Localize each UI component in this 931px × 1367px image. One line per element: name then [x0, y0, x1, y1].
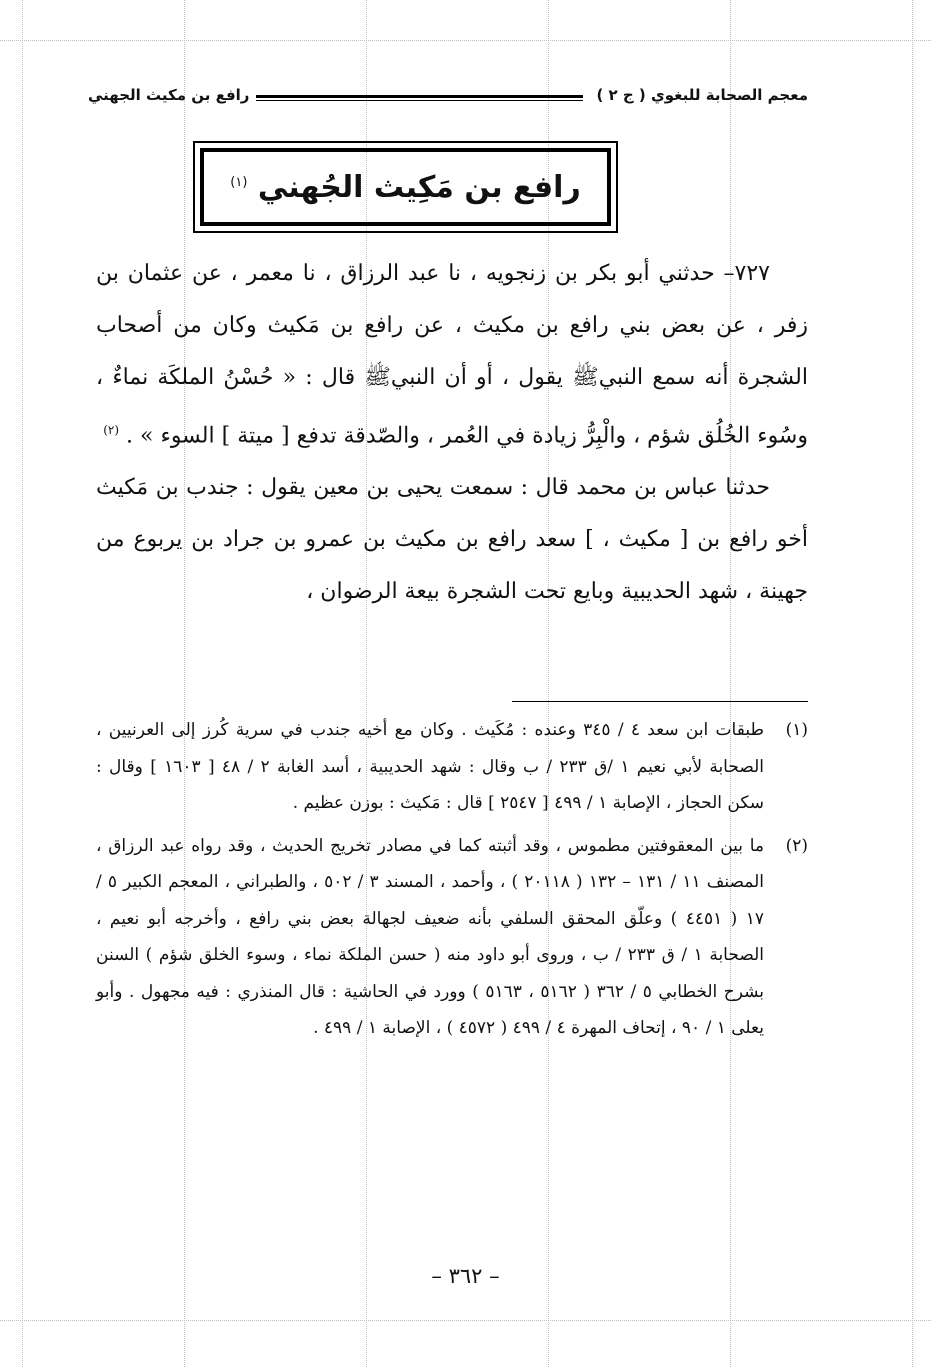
hadith-paragraph: [96, 248, 808, 462]
entry-title-text: رافع بن مَكِيث الجُهني: [257, 169, 581, 205]
page-number: – ٣٦٢ –: [431, 1264, 500, 1288]
footnote-1: [96, 712, 808, 822]
footnote-ref: (٢): [103, 423, 120, 437]
book-title: معجم الصحابة للبغوي ( ج ٢ ): [596, 86, 808, 104]
scan-guide-line: [0, 40, 931, 41]
main-text: [96, 248, 808, 618]
hadith-text: ٧٢٧– حدثني أبو بكر بن زنجويه ، نا عبد الرزاق ، نا معمر ، عن عثمان بن زفر ، عن بعض بني رافع بن مكيث ، عن رافع بن مَكيث وكان من أصحاب الشجرة أنه سمع النبيﷺ يقول ، أو أن النبيﷺ قال : « حُسْنُ الملكَة نماءٌ ، وسُوء الخُلُق شؤم ، والْبِرُّ زيادة في العُمر ، والصّدقة تدفع [ ميتة ] السوء » .: [96, 261, 808, 449]
running-title: رافع بن مكيث الجهني: [88, 86, 250, 104]
footnotes: [96, 712, 808, 1047]
footnote-number: (١): [785, 720, 808, 740]
entry-title-box: [193, 141, 618, 233]
footnote-text: ما بين المعقوفتين مطموس ، وقد أثبته كما في مصادر تخريج الحديث ، وقد رواه عبد الرزاق ، المصنف ١١ / ١٣١ – ١٣٢ ( ٢٠١١٨ ) ، وأحمد ، المسند ٣ / ٥٠٢ ، والطبراني ، المعجم الكبير ٥ / ١٧ ( ٤٤٥١ ) وعلّق المحقق السلفي بأنه ضعيف لجهالة بعض بني رافع ، وأخرجه أبو نعيم ، الصحابة ١ / ق ٢٣٣ / ب ، وروى أبو داود منه ( حسن الملكة نماء ، وسوء الخلق شؤم ) السنن بشرح الخطابي ٥ / ٣٦٢ ( ٥١٦٢ ، ٥١٦٣ ) وورد في الحاشية : قال المنذري : فيه مجهول . وأبو يعلى ١ / ٩٠ ، إتحاف المهرة ٤ / ٤٩٩ ( ٤٥٧٢ ) ، الإصابة ١ / ٤٩٩ .: [96, 835, 765, 1038]
entry-title-frame: [200, 148, 611, 226]
scan-guide-line: [912, 0, 913, 1367]
narration-paragraph: حدثنا عباس بن محمد قال : سمعت يحيى بن معين يقول : جندب بن مَكيث أخو رافع بن [ مكيث ، ] سعد رافع بن مكيث بن عمرو بن جراد بن يربوع من جهينة ، شهد الحديبية وبايع تحت الشجرة بيعة الرضوان ،: [96, 475, 808, 605]
scan-guide-line: [22, 0, 23, 1367]
footnote-number: (٢): [785, 835, 808, 856]
footnote-separator: [512, 701, 808, 702]
scan-guide-line: [0, 1320, 931, 1321]
scan-guide-line: [730, 0, 731, 1367]
page-header: [88, 86, 808, 116]
footnote-text: طبقات ابن سعد ٤ / ٣٤٥ وعنده : مُكَيث . وكان مع أخيه جندب في سرية كُرز إلى العرنيين ، الصحابة لأبي نعيم ١ /ق ٢٣٣ / ب وقال : شهد الحديبية ، أسد الغابة ٢ / ٤٨ [ ١٦٠٣ ] وقال : سكن الحجاز ، الإصابة ١ / ٤٩٩ [ ٢٥٤٧ ] قال : مَكيث : بوزن عظيم .: [96, 720, 764, 813]
scan-guide-line: [184, 0, 185, 1367]
header-rule-thin: [256, 100, 583, 101]
footnote-2: [96, 828, 808, 1047]
entry-title: [230, 170, 580, 205]
footnote-ref: (١): [230, 174, 248, 190]
header-rule: [256, 95, 583, 98]
